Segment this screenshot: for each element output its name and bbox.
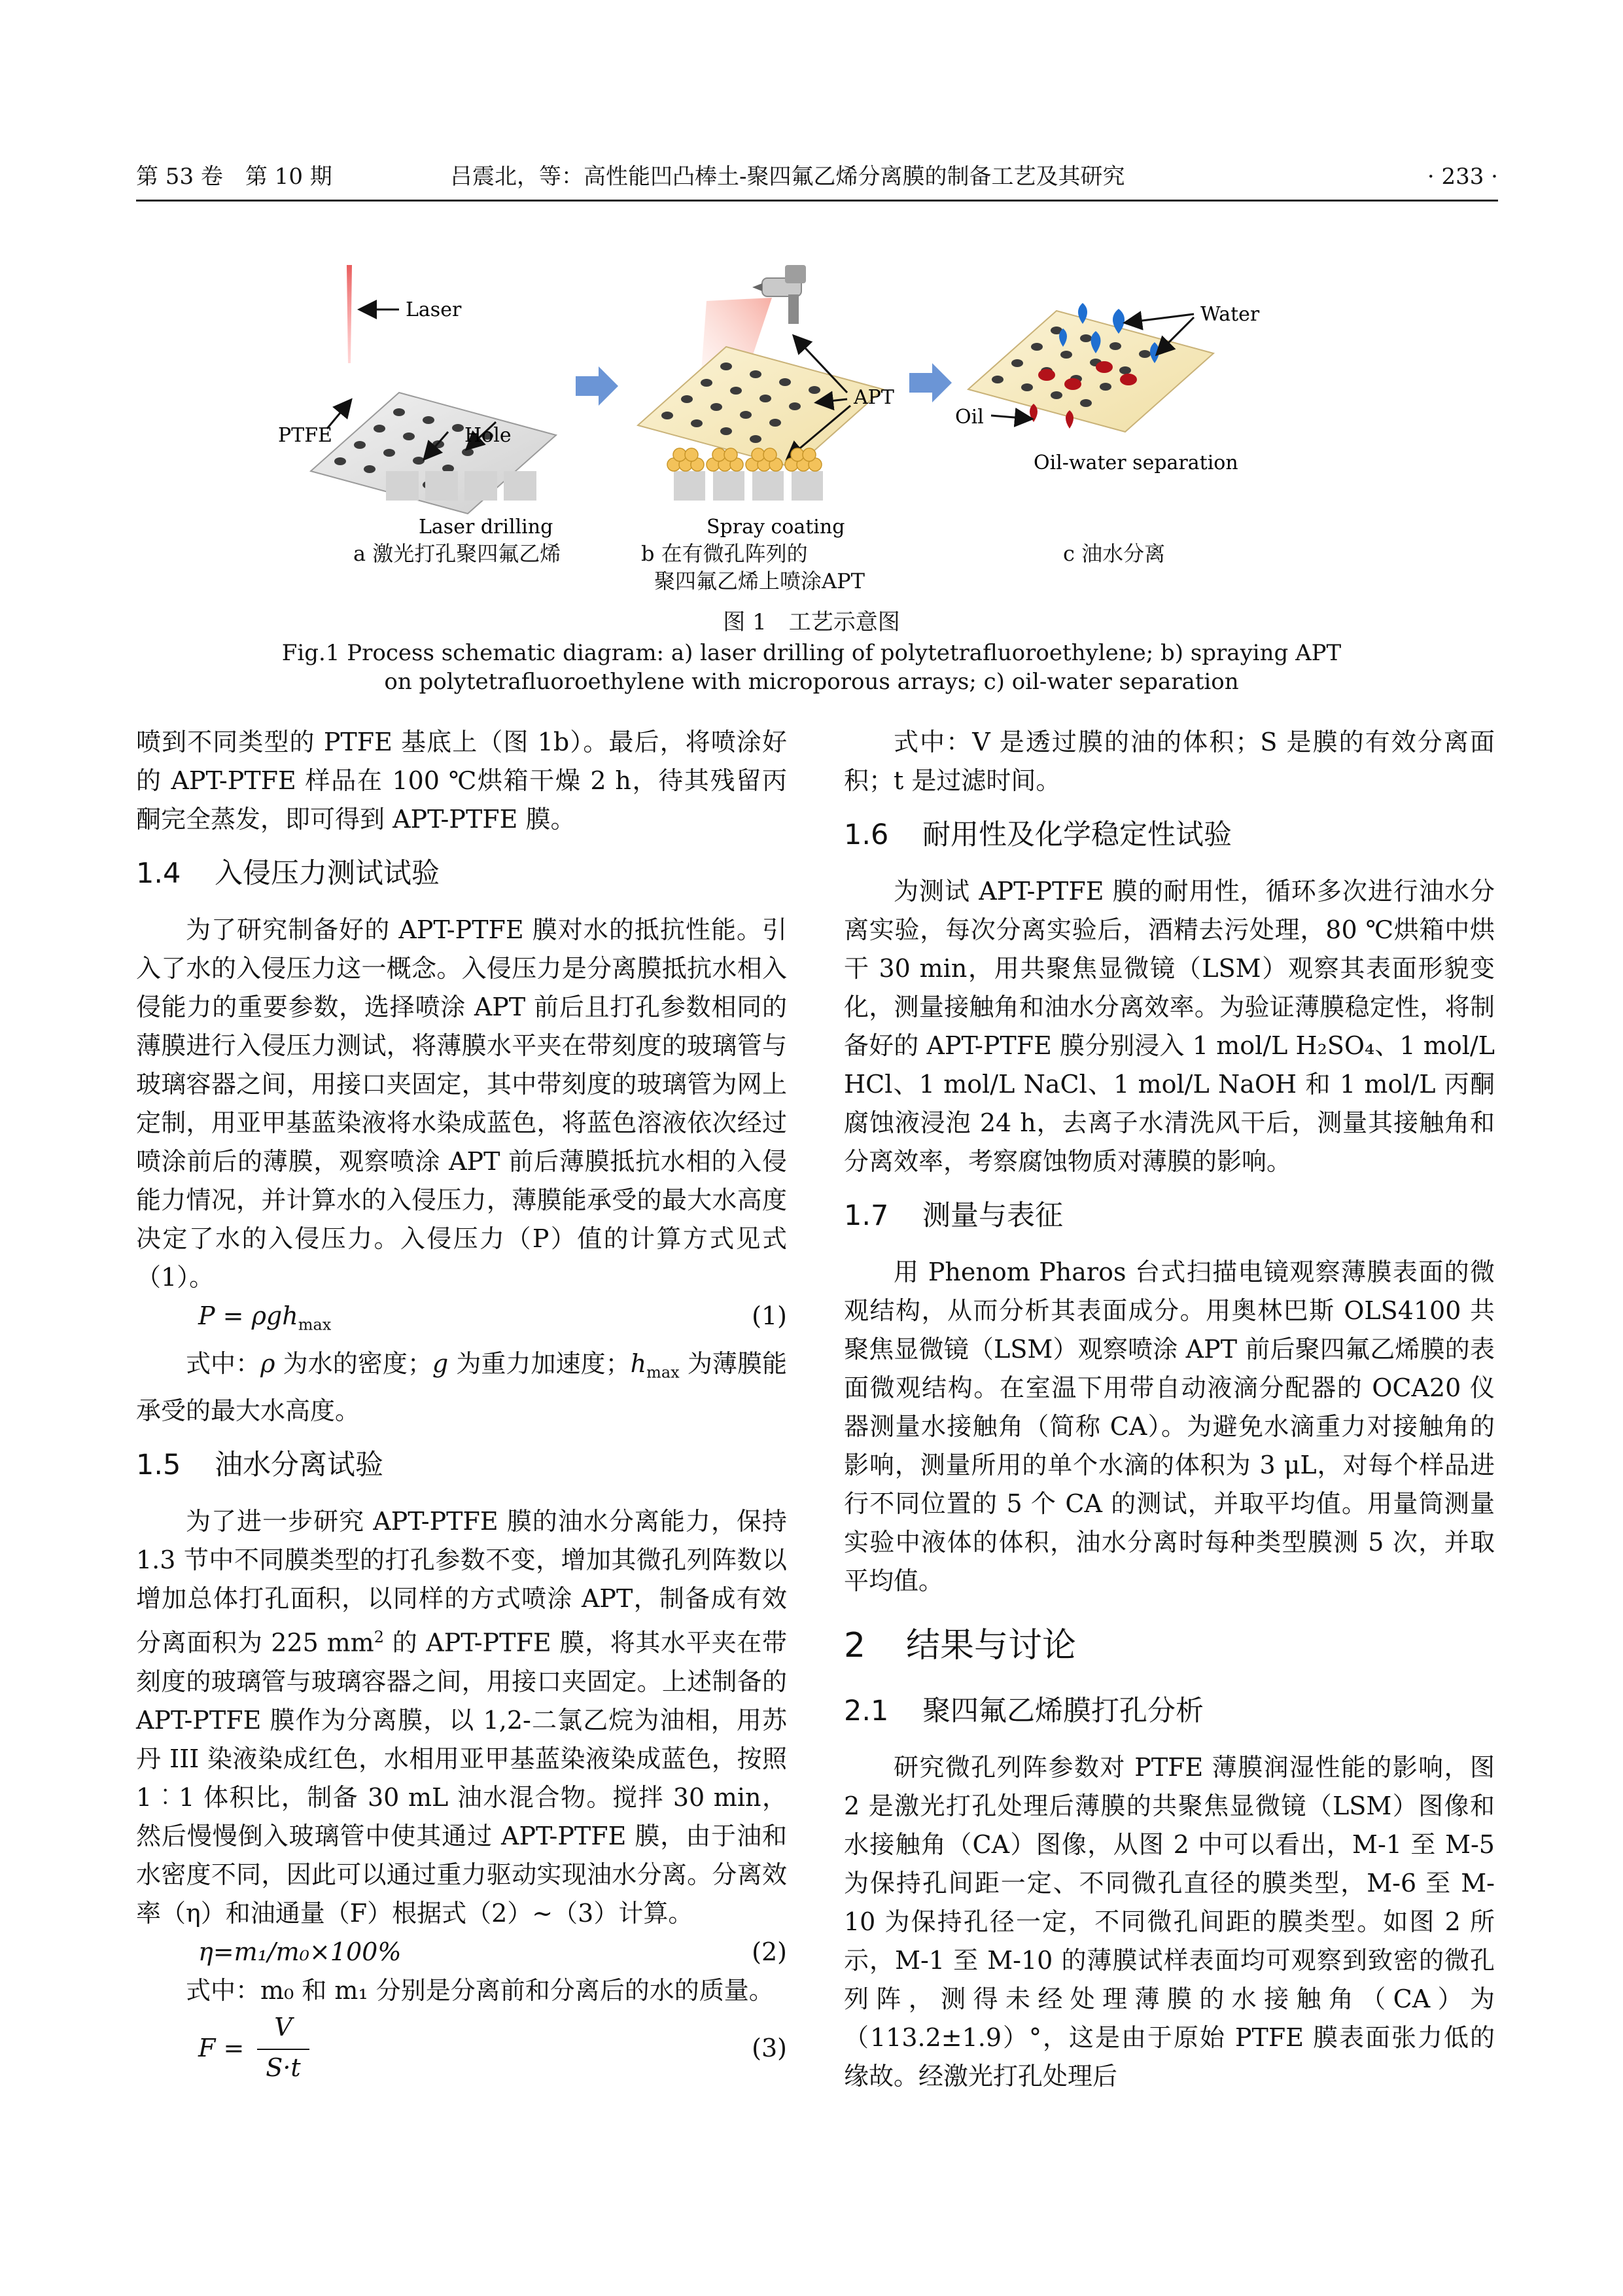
section-title: 入侵压力测试试验 bbox=[215, 857, 440, 890]
section-title: 结果与讨论 bbox=[906, 1626, 1077, 1665]
label-spray-coating: Spray coating bbox=[707, 516, 845, 539]
paragraph: 为测试 APT-PTFE 膜的耐用性，循环多次进行油水分离实验，每次分离实验后，酒精去污处理，80 ℃烘箱中烘干 30 min，用共聚焦显微镜（LSM）观察其表面形貌变化，测量接触角和油水分离效率。为验证薄膜稳定性，将制备好的 APT-PTFE 膜分别浸入 1 mol/L H₂SO₄、1 mol/L HCl、1 mol/L NaCl、1 mol/L NaOH 和 1 mol/L 丙酮腐蚀液浸泡 24 h，去离子水清洗风干后，测量其接触角和分离效率，考察腐蚀物质对薄膜的影响。 bbox=[844, 877, 1495, 1176]
text: 为水的密度； bbox=[275, 1349, 432, 1378]
section-title: 测量与表征 bbox=[922, 1199, 1063, 1232]
paragraph bbox=[136, 1502, 787, 1933]
symbol: ρ bbox=[260, 1349, 275, 1378]
figure-title-cn: 图 1 工艺示意图 bbox=[723, 609, 900, 635]
eq3-lhs: F = bbox=[198, 2033, 245, 2062]
section-heading-2 bbox=[844, 1623, 1495, 1669]
section-heading-2-1 bbox=[844, 1691, 1495, 1731]
label-oil: Oil bbox=[955, 406, 984, 429]
section-heading-1-4 bbox=[136, 853, 787, 894]
label-ptfe: PTFE bbox=[278, 424, 332, 447]
section-heading-1-5 bbox=[136, 1445, 787, 1485]
eq1-equals: = bbox=[215, 1301, 252, 1330]
arrow-b-to-c bbox=[909, 363, 952, 402]
figure-title-en-line1: Fig.1 Process schematic diagram: a) laser drilling of polytetrafluoroethylene; b) spraying APT bbox=[281, 640, 1342, 666]
right-column bbox=[844, 723, 1495, 2096]
label-water: Water bbox=[1200, 303, 1260, 326]
paragraph-eq1-definitions bbox=[136, 1345, 787, 1431]
subscript: max bbox=[646, 1363, 680, 1382]
label-hole: Hole bbox=[464, 424, 512, 447]
paragraph: 式中：V 是透过膜的油的体积；S 是膜的有效分离面积；t 是过滤时间。 bbox=[844, 728, 1495, 795]
text: 为重力加速度； bbox=[448, 1349, 631, 1378]
section-title: 聚四氟乙烯膜打孔分析 bbox=[922, 1695, 1204, 1727]
laser-beam bbox=[347, 265, 352, 363]
running-header bbox=[136, 161, 1498, 200]
section-heading-1-7 bbox=[844, 1195, 1495, 1236]
label-apt: APT bbox=[854, 386, 894, 409]
subcaption-b-line2: 聚四氟乙烯上喷涂APT bbox=[654, 569, 865, 593]
figure-title-en bbox=[275, 639, 1348, 696]
eq2-body: η=m₁/m₀×100% bbox=[198, 1937, 402, 1966]
equation-number: (3) bbox=[752, 2033, 787, 2062]
arrow-a-to-b bbox=[576, 366, 618, 406]
section-title: 油水分离试验 bbox=[215, 1449, 383, 1482]
section-title: 耐用性及化学稳定性试验 bbox=[922, 819, 1232, 851]
eq1-rhs: ρgh bbox=[251, 1301, 298, 1330]
header-rule bbox=[136, 200, 1498, 202]
paragraph: 为了研究制备好的 APT-PTFE 膜对水的抵抗性能。引入了水的入侵压力这一概念。入侵压力是分离膜抵抗水相入侵能力的重要参数，选择喷涂 APT 前后且打孔参数相同的薄膜进行入侵压力测试，将薄膜水平夹在带刻度的玻璃管与玻璃容器之间，用接口夹固定，其中带刻度的玻璃管为网上定制，用亚甲基蓝染液将水染成蓝色，将蓝色溶液依次经过喷涂前后的薄膜，观察喷涂 APT 前后薄膜抵抗水相的入侵能力情况，并计算水的入侵压力，薄膜能承受的最大水高度决定了水的入侵压力。入侵压力（P）值的计算方式见式（1）。 bbox=[136, 915, 787, 1292]
subcaption-a: a 激光打孔聚四氟乙烯 bbox=[353, 541, 561, 566]
label-laser-drilling: Laser drilling bbox=[419, 516, 553, 539]
paragraph: 用 Phenom Pharos 台式扫描电镜观察薄膜表面的微观结构，从而分析其表面成分。用奥林巴斯 OLS4100 共聚焦显微镜（LSM）观察喷涂 APT 前后聚四氟乙烯膜的表面微观结构。在室温下用带自动液滴分配器的 OCA20 仪器测量水接触角（简称 CA）。为避免水滴重力对接触角的影响，测量所用的单个水滴的体积为 3 μL，对每个样品进行不同位置的 5 个 CA 的测试，并取平均值。用量筒测量实验中液体的体积，油水分离时每种类型膜测 5 次，并取平均值。 bbox=[844, 1258, 1495, 1595]
figure-title-en-line2: on polytetrafluoroethylene with microporous arrays; c) oil-water separation bbox=[384, 669, 1239, 695]
eq3-numerator: V bbox=[274, 2012, 292, 2041]
equation-number: (2) bbox=[752, 1937, 787, 1966]
label-oil-water-separation: Oil-water separation bbox=[1034, 451, 1238, 474]
subcaption-b-line1: b 在有微孔阵列的 bbox=[641, 541, 808, 566]
journal-volume: 第 53 卷 第 10 期 bbox=[136, 164, 332, 190]
separation-membrane bbox=[968, 311, 1213, 432]
equation-3 bbox=[136, 2013, 787, 2091]
eq1-subscript: max bbox=[298, 1315, 332, 1334]
paragraph-eq2-definitions: 式中：m₀ 和 m₁ 分别是分离前和分离后的水的质量。 bbox=[186, 1975, 774, 2005]
section-number: 2 bbox=[844, 1626, 866, 1665]
paragraph: 研究微孔列阵参数对 PTFE 薄膜润湿性能的影响，图 2 是激光打孔处理后薄膜的共聚焦显微镜（LSM）图像和水接触角（CA）图像，从图 2 中可以看出，M-1 至 M-5 为保持孔间距一定、不同微孔直径的膜类型，M-6 至 M-10 为保持孔径一定，不同微孔间距的膜类型。如图 2 所示，M-1 至 M-10 的薄膜试样表面均可观察到致密的微孔列阵，测得未经处理薄膜的水接触角（CA）为（113.2±1.9）°，这是由于原始 PTFE 膜表面张力低的缘故。经激光打孔处理后 bbox=[844, 1753, 1495, 2091]
section-number: 1.5 bbox=[136, 1449, 181, 1482]
section-number: 2.1 bbox=[844, 1695, 889, 1727]
cross-section-b bbox=[667, 448, 823, 501]
superscript: 2 bbox=[374, 1628, 384, 1647]
fraction-bar bbox=[257, 2049, 309, 2050]
section-number: 1.4 bbox=[136, 857, 181, 890]
section-number: 1.6 bbox=[844, 819, 889, 851]
paragraph: 喷到不同类型的 PTFE 基底上（图 1b）。最后，将喷涂好的 APT-PTFE 样品在 100 ℃烘箱干燥 2 h，待其残留丙酮完全蒸发，即可得到 APT-PTFE 膜。 bbox=[136, 728, 787, 834]
panel-b bbox=[638, 265, 894, 539]
eq1-lhs: P bbox=[198, 1301, 215, 1330]
process-schematic bbox=[278, 226, 1321, 592]
panel-a bbox=[278, 265, 556, 539]
equation-2 bbox=[136, 1933, 787, 1971]
symbol: h bbox=[630, 1349, 647, 1378]
panel-c bbox=[955, 303, 1260, 474]
equation-number: (1) bbox=[752, 1301, 787, 1330]
section-number: 1.7 bbox=[844, 1199, 889, 1232]
label-laser: Laser bbox=[406, 298, 462, 321]
text: 式中： bbox=[186, 1349, 261, 1378]
text: 为薄膜能承受的最大水高度。 bbox=[136, 1349, 787, 1426]
subcaption-c: c 油水分离 bbox=[1063, 541, 1166, 566]
running-title: 吕震北，等：高性能凹凸棒土-聚四氟乙烯分离膜的制备工艺及其研究 bbox=[450, 164, 1125, 190]
page-number: · 233 · bbox=[1427, 164, 1498, 190]
symbol: g bbox=[432, 1349, 449, 1378]
equation-1 bbox=[136, 1297, 787, 1345]
text: 的 APT-PTFE 膜，将其水平夹在带刻度的玻璃管与玻璃容器之间，用接口夹固定。上述制备的 APT-PTFE 膜作为分离膜，以 1,2-二氯乙烷为油相，用苏丹 III 染液染成红色，水相用亚甲基蓝染液染成蓝色，按照 1︰1 体积比，制备 30 mL 油水混合物。搅拌 30 min，然后慢慢倒入玻璃管中使其通过 APT-PTFE 膜，由于油和水密度不同，因此可以通过重力驱动实现油水分离。分离效率（η）和油通量（F）根据式（2）~（3）计算。 bbox=[136, 1628, 787, 1928]
text: 为了进一步研究 APT-PTFE 膜的油水分离能力，保持 1.3 节中不同膜类型的打孔参数不变，增加其微孔列阵数以增加总体打孔面积，以同样的方式喷涂 APT，制备成有效分离面积为 225 mm bbox=[136, 1507, 787, 1657]
left-column bbox=[136, 723, 787, 2091]
section-heading-1-6 bbox=[844, 815, 1495, 855]
eq3-denominator: S·t bbox=[266, 2053, 301, 2082]
